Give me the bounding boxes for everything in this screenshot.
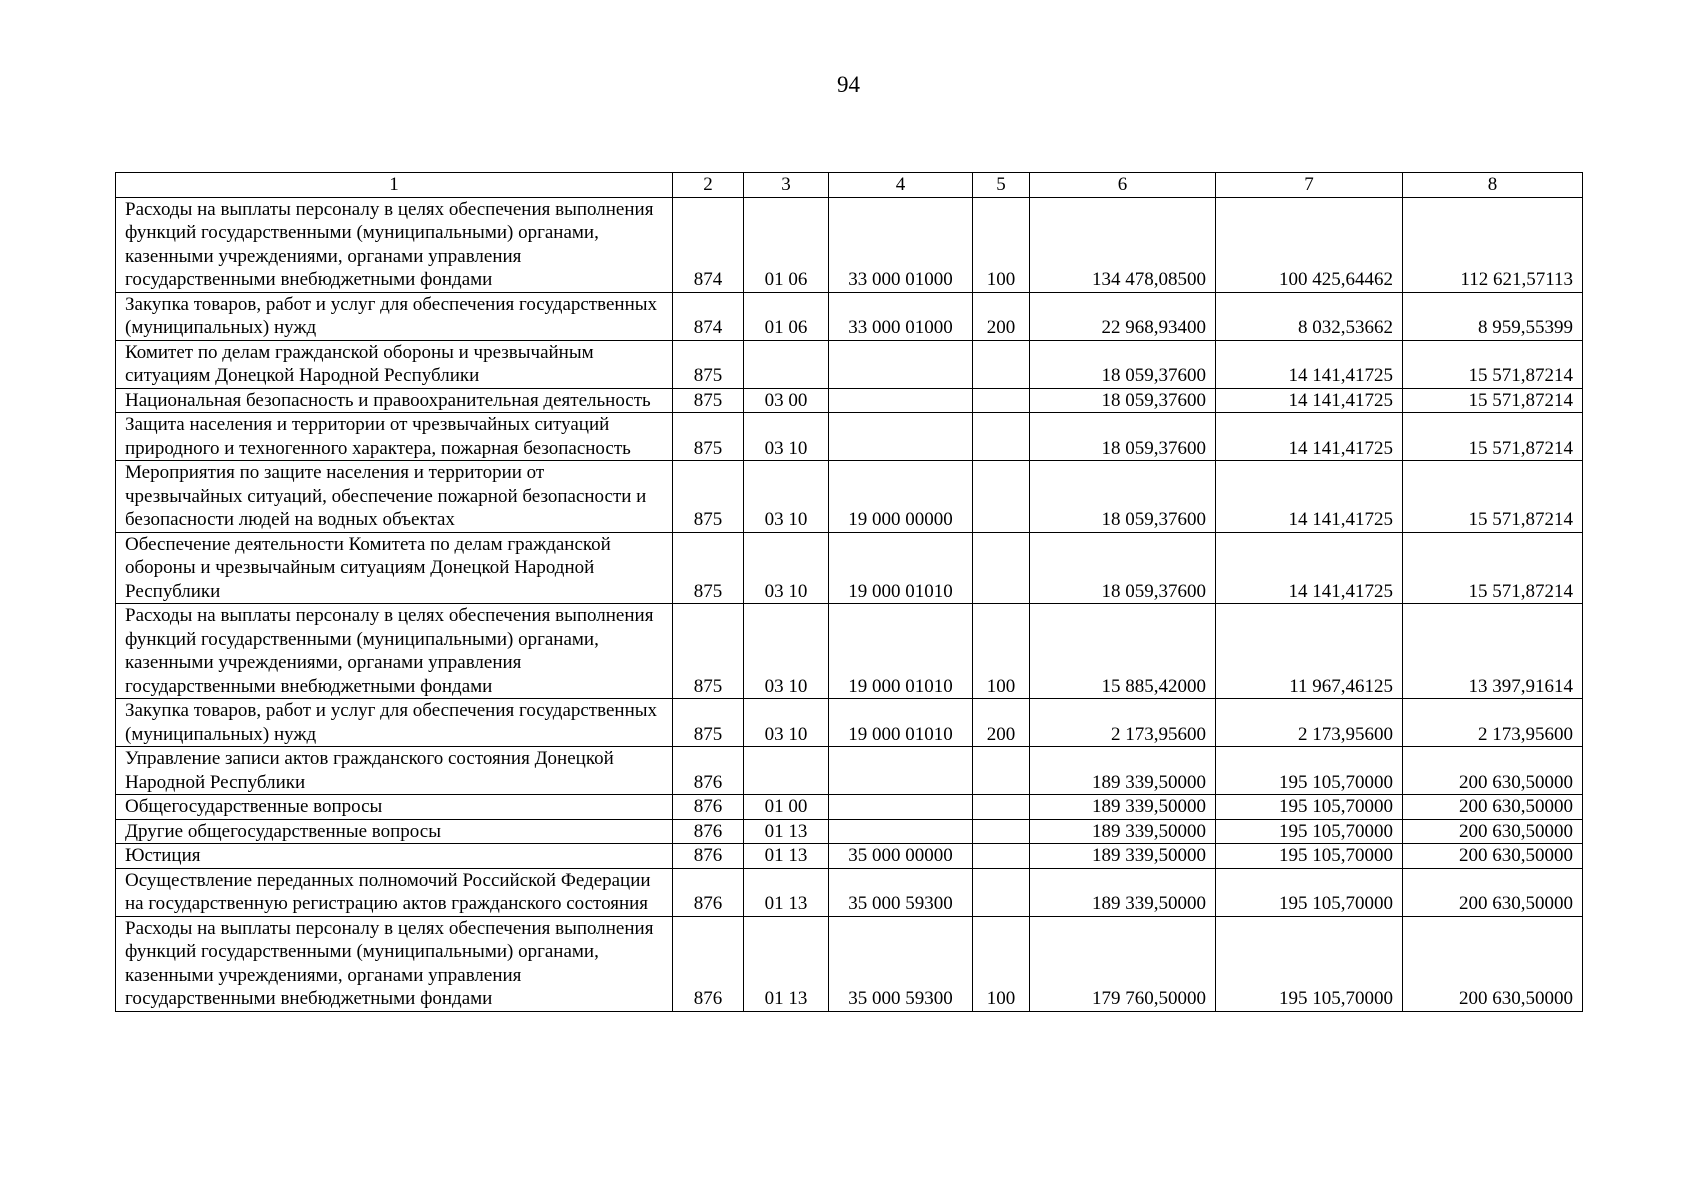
row-section: 01 06 [744,292,829,340]
row-value-6: 189 339,50000 [1030,819,1216,844]
row-value-7: 195 105,70000 [1216,844,1403,869]
row-value-6: 18 059,37600 [1030,413,1216,461]
row-value-8: 200 630,50000 [1403,868,1583,916]
table-row [116,604,1583,699]
row-target [829,747,973,795]
header-cell: 6 [1030,173,1216,198]
row-code: 876 [673,868,744,916]
row-section: 03 10 [744,413,829,461]
row-vtype: 100 [973,604,1030,699]
row-target: 35 000 59300 [829,868,973,916]
table-row [116,795,1583,820]
row-name: Расходы на выплаты персоналу в целях обеспечения выполнения функций государственными (муниципальными) органами, казенными учреждениями, органами управления государственными внебюджетными фондами [116,197,673,292]
row-value-7: 8 032,53662 [1216,292,1403,340]
row-code: 875 [673,532,744,604]
row-vtype [973,868,1030,916]
row-code: 874 [673,197,744,292]
row-value-7: 195 105,70000 [1216,819,1403,844]
header-cell: 3 [744,173,829,198]
row-target [829,340,973,388]
row-name: Национальная безопасность и правоохранительная деятельность [116,388,673,413]
row-section: 01 13 [744,916,829,1011]
row-code: 875 [673,340,744,388]
row-name: Другие общегосударственные вопросы [116,819,673,844]
row-target [829,795,973,820]
row-value-8: 200 630,50000 [1403,795,1583,820]
header-cell: 4 [829,173,973,198]
row-value-8: 15 571,87214 [1403,388,1583,413]
header-cell: 2 [673,173,744,198]
row-value-7: 14 141,41725 [1216,532,1403,604]
row-code: 875 [673,461,744,533]
table-row [116,340,1583,388]
row-value-6: 189 339,50000 [1030,868,1216,916]
row-value-7: 14 141,41725 [1216,413,1403,461]
row-code: 876 [673,844,744,869]
row-name: Осуществление переданных полномочий Российской Федерации на государственную регистрацию актов гражданского состояния [116,868,673,916]
row-target [829,413,973,461]
row-target: 19 000 00000 [829,461,973,533]
row-target: 35 000 59300 [829,916,973,1011]
row-vtype: 100 [973,916,1030,1011]
row-value-7: 195 105,70000 [1216,747,1403,795]
table-row [116,197,1583,292]
row-value-8: 13 397,91614 [1403,604,1583,699]
row-code: 875 [673,388,744,413]
row-target [829,388,973,413]
row-target: 19 000 01010 [829,532,973,604]
row-name: Мероприятия по защите населения и территории от чрезвычайных ситуаций, обеспечение пожарной безопасности и безопасности людей на водных объектах [116,461,673,533]
row-code: 876 [673,916,744,1011]
row-value-7: 195 105,70000 [1216,916,1403,1011]
header-cell: 1 [116,173,673,198]
row-value-6: 189 339,50000 [1030,795,1216,820]
page-number: 94 [837,72,860,97]
row-name: Расходы на выплаты персоналу в целях обеспечения выполнения функций государственными (муниципальными) органами, казенными учреждениями, органами управления государственными внебюджетными фондами [116,916,673,1011]
header-cell: 7 [1216,173,1403,198]
table-row [116,461,1583,533]
row-section: 03 10 [744,461,829,533]
row-section [744,340,829,388]
row-target [829,819,973,844]
row-vtype: 200 [973,699,1030,747]
row-value-6: 18 059,37600 [1030,532,1216,604]
row-vtype [973,388,1030,413]
table-row [116,699,1583,747]
row-name: Защита населения и территории от чрезвычайных ситуаций природного и техногенного характера, пожарная безопасность [116,413,673,461]
row-code: 876 [673,819,744,844]
table-row [116,532,1583,604]
row-value-7: 11 967,46125 [1216,604,1403,699]
row-vtype [973,532,1030,604]
row-code: 875 [673,604,744,699]
row-section: 03 10 [744,532,829,604]
row-code: 874 [673,292,744,340]
row-target: 33 000 01000 [829,292,973,340]
row-name: Управление записи актов гражданского состояния Донецкой Народной Республики [116,747,673,795]
row-value-6: 18 059,37600 [1030,388,1216,413]
row-name: Расходы на выплаты персоналу в целях обеспечения выполнения функций государственными (муниципальными) органами, казенными учреждениями, органами управления государственными внебюджетными фондами [116,604,673,699]
table-row [116,413,1583,461]
row-value-6: 18 059,37600 [1030,461,1216,533]
row-vtype [973,819,1030,844]
table-row [116,868,1583,916]
row-value-7: 14 141,41725 [1216,388,1403,413]
row-name: Комитет по делам гражданской обороны и чрезвычайным ситуациям Донецкой Народной Республики [116,340,673,388]
row-value-8: 15 571,87214 [1403,340,1583,388]
row-name: Закупка товаров, работ и услуг для обеспечения государственных (муниципальных) нужд [116,699,673,747]
table-row [116,844,1583,869]
row-value-6: 15 885,42000 [1030,604,1216,699]
row-value-7: 2 173,95600 [1216,699,1403,747]
row-vtype: 100 [973,197,1030,292]
row-name: Общегосударственные вопросы [116,795,673,820]
row-value-7: 14 141,41725 [1216,461,1403,533]
row-value-8: 15 571,87214 [1403,532,1583,604]
row-value-8: 200 630,50000 [1403,844,1583,869]
row-name: Юстиция [116,844,673,869]
row-section: 01 06 [744,197,829,292]
row-section: 01 13 [744,844,829,869]
row-vtype [973,413,1030,461]
row-section: 01 00 [744,795,829,820]
row-value-6: 189 339,50000 [1030,844,1216,869]
row-value-7: 100 425,64462 [1216,197,1403,292]
row-value-6: 18 059,37600 [1030,340,1216,388]
row-target: 19 000 01010 [829,604,973,699]
row-section: 03 10 [744,699,829,747]
row-vtype: 200 [973,292,1030,340]
row-value-6: 2 173,95600 [1030,699,1216,747]
row-target: 33 000 01000 [829,197,973,292]
row-vtype [973,340,1030,388]
table-row [116,388,1583,413]
row-value-8: 200 630,50000 [1403,916,1583,1011]
row-value-6: 189 339,50000 [1030,747,1216,795]
row-section: 01 13 [744,868,829,916]
row-value-8: 112 621,57113 [1403,197,1583,292]
row-code: 875 [673,699,744,747]
row-target: 35 000 00000 [829,844,973,869]
table-row [116,916,1583,1011]
row-value-6: 22 968,93400 [1030,292,1216,340]
header-cell: 5 [973,173,1030,198]
row-value-8: 15 571,87214 [1403,461,1583,533]
row-code: 876 [673,747,744,795]
row-target: 19 000 01010 [829,699,973,747]
row-vtype [973,461,1030,533]
row-value-8: 15 571,87214 [1403,413,1583,461]
budget-table [115,172,1583,1012]
row-value-7: 195 105,70000 [1216,868,1403,916]
row-value-8: 2 173,95600 [1403,699,1583,747]
row-vtype [973,795,1030,820]
row-value-8: 200 630,50000 [1403,747,1583,795]
table-row [116,747,1583,795]
row-code: 875 [673,413,744,461]
row-name: Закупка товаров, работ и услуг для обеспечения государственных (муниципальных) нужд [116,292,673,340]
table-row [116,819,1583,844]
row-value-6: 179 760,50000 [1030,916,1216,1011]
row-vtype [973,747,1030,795]
row-section: 01 13 [744,819,829,844]
header-row [116,173,1583,198]
row-code: 876 [673,795,744,820]
row-value-6: 134 478,08500 [1030,197,1216,292]
header-cell: 8 [1403,173,1583,198]
row-section: 03 10 [744,604,829,699]
row-section: 03 00 [744,388,829,413]
row-value-8: 200 630,50000 [1403,819,1583,844]
table-row [116,292,1583,340]
row-name: Обеспечение деятельности Комитета по делам гражданской обороны и чрезвычайным ситуациям Донецкой Народной Республики [116,532,673,604]
row-value-7: 14 141,41725 [1216,340,1403,388]
row-value-7: 195 105,70000 [1216,795,1403,820]
row-vtype [973,844,1030,869]
row-section [744,747,829,795]
row-value-8: 8 959,55399 [1403,292,1583,340]
